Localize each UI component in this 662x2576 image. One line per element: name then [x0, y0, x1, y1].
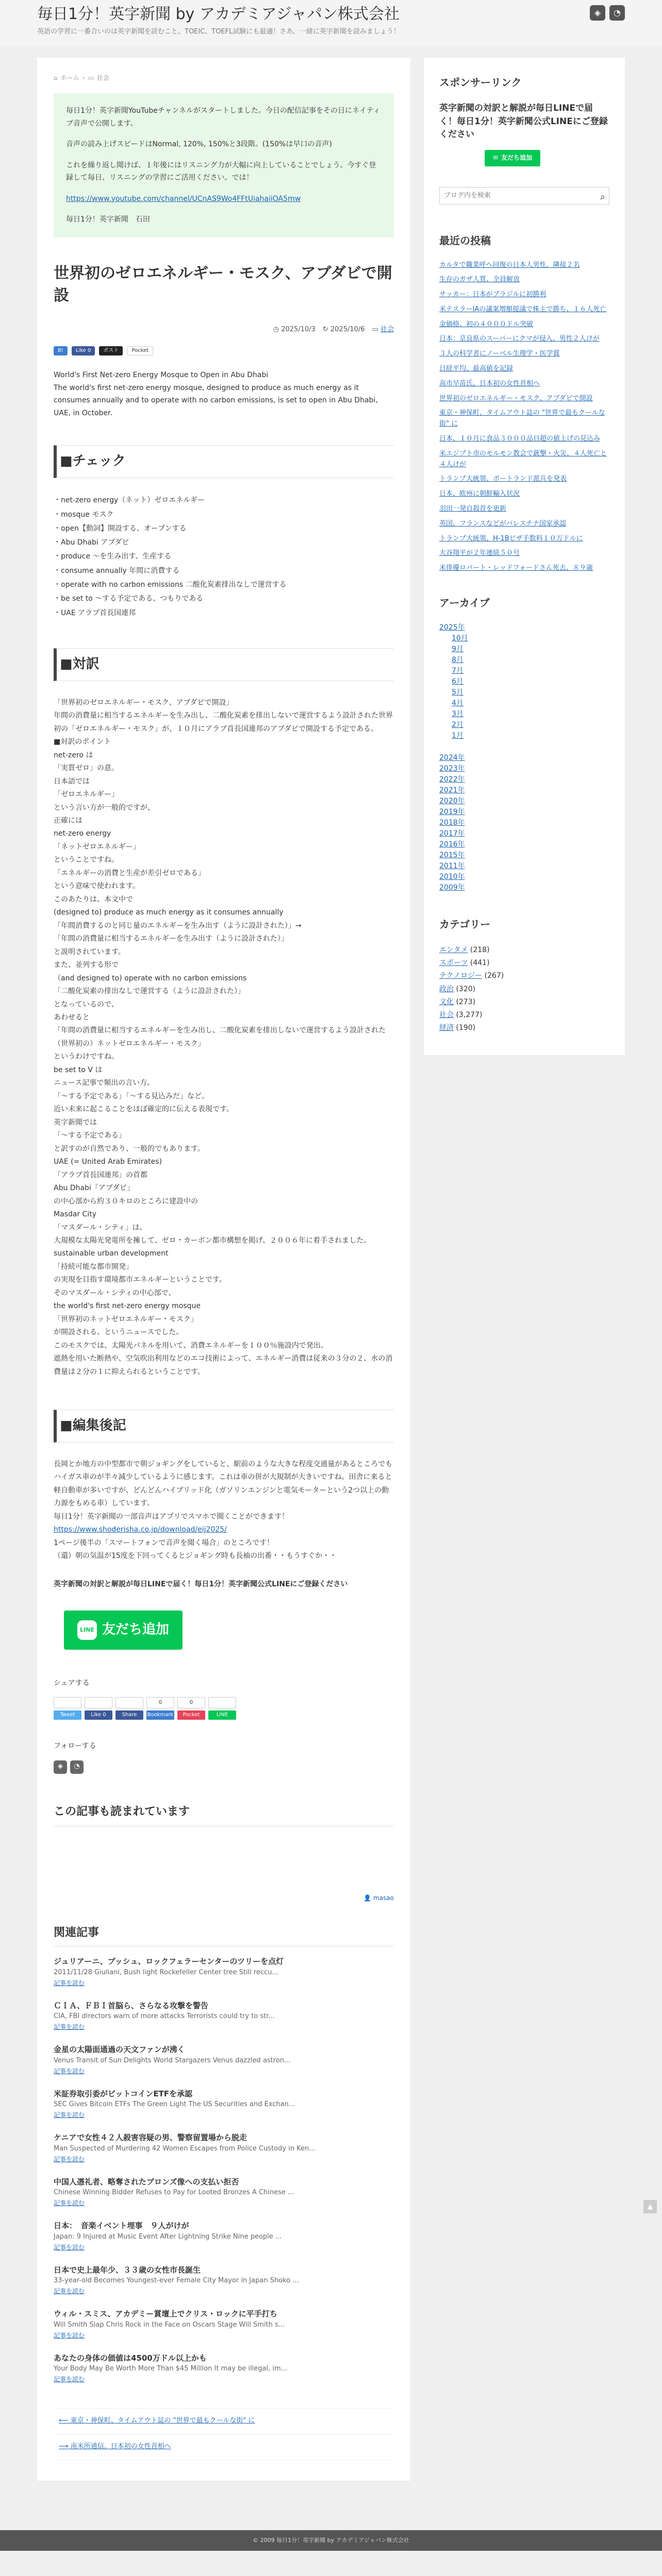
translation-line: the world's first net-zero energy mosque: [54, 1302, 201, 1311]
category-count: (273): [456, 997, 476, 1006]
feedly-icon[interactable]: ◈: [590, 5, 605, 21]
facebook-like-button[interactable]: Like 0: [72, 346, 95, 355]
archive-year[interactable]: 2016年: [439, 840, 465, 849]
recent-post-link[interactable]: カルタで職業呼へ回復の日本人男性、隣接２名: [439, 261, 580, 269]
translation-line: 「～する予定である」「～する見込みだ」など。: [54, 1092, 209, 1100]
share-count: [208, 1697, 236, 1708]
related-snippet: Venus Transit of Sun Delights World Stargazers Venus dazzled astron...: [54, 2056, 291, 2064]
category-list: [439, 944, 609, 1035]
author[interactable]: 👤 masao: [363, 1894, 394, 1902]
read-more-link[interactable]: 記事を読む: [54, 2243, 85, 2251]
related-snippet: Man Suspected of Murdering 42 Women Escapes from Police Custody in Ken...: [54, 2144, 316, 2153]
check-item: ・ Abu Dhabi アブダビ: [54, 536, 394, 550]
translation-line: 「実質ゼロ」の意。: [54, 764, 119, 773]
site-title[interactable]: 毎日1分！英字新聞 by アカデミアジャパン株式会社: [37, 5, 400, 23]
translation-line: 正確には: [54, 816, 82, 825]
read-more-link[interactable]: 記事を読む: [54, 2287, 85, 2295]
date-updated: ↻ 2025/10/6: [322, 325, 365, 333]
recent-post-link[interactable]: トランプ大統領、ポートランド派兵を発表: [439, 475, 567, 483]
related-title[interactable]: 米証券取引委がビットコインETFを承認: [54, 2089, 193, 2098]
header-icons: [590, 5, 625, 21]
article-meta: [54, 325, 394, 335]
folder-icon: ▭: [88, 74, 94, 81]
check-item: ・ produce ～を生み出す、生産する: [54, 550, 394, 564]
recent-post-link[interactable]: 日本、欧州に朝鮮輸入状況: [439, 490, 520, 498]
main-content: [37, 58, 410, 2481]
related-title[interactable]: ケニアで女性４２人殺害容疑の男、警察留置場から脱走: [54, 2133, 247, 2143]
translation-line: の実現を目指す環境都市エネルギーということです。: [54, 1276, 226, 1284]
prev-post-link[interactable]: ⟵ 東京・神保町、タイムアウト誌の "世界で最もクールな街" に: [54, 2409, 394, 2434]
diary-line: 毎日1分！英字新聞の一部音声はアプリでスマホで聞くことができます！: [54, 1512, 289, 1521]
recent-post-link[interactable]: 日本、１０月に食品３０００品目超の値上げの見込み: [439, 435, 601, 443]
breadcrumb-category[interactable]: 社会: [96, 74, 109, 81]
recent-post-link[interactable]: 金価格、初の４０００ドル突破: [439, 320, 534, 328]
read-more-link[interactable]: 記事を読む: [54, 2111, 85, 2119]
site-header: [0, 0, 662, 46]
diary-line: （還）朝の気温が15度を下回ってくるとジョギング時も長袖の出番・・もうすぐか・・: [54, 1552, 337, 1561]
feedly-icon[interactable]: ◈: [54, 1760, 67, 1774]
sponsor-heading: スポンサーリンク: [439, 76, 522, 89]
category-count: (3,277): [456, 1010, 483, 1019]
related-snippet: Chinese Winning Bidder Refuses to Pay for Looted Bronzes A Chinese ...: [54, 2189, 294, 2197]
recent-post-link[interactable]: 羽田一発自殺首を更新: [439, 505, 507, 513]
sidebar: [424, 58, 625, 1055]
translation-line: 「マスダール・シティ」は、: [54, 1223, 147, 1232]
category-name[interactable]: テクノロジー: [439, 972, 483, 980]
archive-list: [439, 622, 609, 893]
archive-month[interactable]: 5月: [452, 688, 464, 697]
check-item: ・ open【動詞】開設する、オープンする: [54, 522, 394, 536]
category-name[interactable]: エンタメ: [439, 946, 468, 955]
check-heading: ■チェック: [54, 445, 394, 478]
share-count: [115, 1697, 143, 1708]
translation-line: net-zero energy: [54, 829, 111, 838]
translation-line: 「エネルギーの消費と生産が差引ゼロである」: [54, 869, 205, 877]
category-count: (441): [470, 959, 490, 968]
archive-month[interactable]: 8月: [452, 656, 464, 665]
notice-signature: 毎日1分！英字新聞 石田: [66, 215, 150, 224]
recent-post-link[interactable]: 大谷翔平が２年連続５０号: [439, 549, 520, 557]
read-more-link[interactable]: 記事を読む: [54, 1979, 85, 1987]
translation-line: UAE (= United Arab Emirates): [54, 1158, 162, 1166]
archive-year[interactable]: 2025年: [439, 623, 465, 632]
x-post-button[interactable]: ポスト: [99, 346, 123, 355]
share-button-1[interactable]: [85, 1697, 112, 1720]
translation-heading: ■対訳: [54, 648, 394, 681]
check-item: ・ consume annually 年間に消費する: [54, 564, 394, 578]
translation-line: 「アラブ首長国連邦」の首都: [54, 1171, 147, 1179]
search-box: [439, 187, 609, 205]
translation-line: あわせると: [54, 1013, 90, 1022]
category-name[interactable]: スポーツ: [439, 959, 468, 968]
read-more-link[interactable]: 記事を読む: [54, 2067, 85, 2075]
translation-line: 「年間の消費量に相当するエネルギーを生み出し、二酸化炭素を排出しないで運営するよう設計された（世界初の）ネットゼロエネルギー・モスク」: [54, 1026, 386, 1048]
line-cta-text: 英字新聞の対訳と解説が毎日LINEで届く！毎日1分！英字新聞公式LINEにご登録ください: [54, 1580, 348, 1588]
translation-line: 「二酸化炭素の排出なしで運営する（ように設計された）」: [54, 987, 245, 996]
recent-post-link[interactable]: 米俳優ロバート・レッドフォードさん死去、８９歳: [439, 564, 593, 572]
category-count: (218): [470, 946, 490, 955]
next-post-link[interactable]: ⟶ 南米所通信、日本初の女性首相へ: [54, 2434, 394, 2460]
diary-line: 1ページ後半の「スマートフォンで音声を聞く場合」のところです！: [54, 1538, 274, 1547]
diary-line: 長岡とか地方の中型都市で朝ジョギングをしていると、駅前のような大きな程度交通量があるところでもハイガス車のが半々減少しているように感じます。これは車の併が大規制が大きいですね。田舎に来ると軽自動車が多いですが、どんどんハイブリッド化（ガソリンエンジンと電気モーターという2つ以上の動力源をもめる車）しています。: [54, 1460, 393, 1508]
translation-line: このあたりは、本文中で: [54, 895, 133, 904]
category-name[interactable]: 政治: [439, 985, 454, 993]
diary-heading: ■編集後記: [54, 1410, 394, 1443]
share-button-5[interactable]: [208, 1697, 236, 1720]
sidebar-line-text: 英字新聞の対訳と解説が毎日LINEで届く！毎日1分！英字新聞公式LINEにご登録ください: [439, 103, 608, 140]
rss-icon[interactable]: ◔: [70, 1760, 84, 1774]
related-snippet: 2011/11/28 Giuliani, Bush light Rockefeller Center tree Still reccu...: [54, 1968, 278, 1976]
line-logo-icon: LINE: [77, 1620, 97, 1640]
translation-line: と説明されています。: [54, 947, 125, 956]
translation-line: 遮熱を用いた断熱や、空気吹出利用などのエコ技術によって、エネルギー消費は従来の３分の２、水の消費量は２分の１に抑えられるということです。: [54, 1354, 393, 1376]
recent-post-link[interactable]: 東京・神保町、タイムアウト誌の "世界で最もクールな街" に: [439, 409, 605, 428]
notice-text-2: 音声の読み上げスピードはNormal, 120%, 150%と3段階。(150%は早口の音声): [66, 140, 332, 149]
related-item[interactable]: [54, 2132, 394, 2164]
archive-year[interactable]: 2024年: [439, 754, 465, 762]
hatena-button[interactable]: B!: [54, 346, 68, 355]
recent-posts: [439, 260, 609, 574]
translation-line: 「ネットゼロエネルギー」: [54, 842, 140, 851]
translation-line: ということですね。: [54, 856, 119, 865]
category-count: (190): [456, 1024, 476, 1032]
english-title: World's First Net-zero Energy Mosque to Open in Abu Dhabi: [54, 371, 269, 380]
read-more-link[interactable]: 記事を読む: [54, 2155, 85, 2163]
notice-text-3: これを繰り返し聞けば、１年後にはリスニング力が大幅に向上していることでしょう。今すぐ登録して毎日、リスニングの学習にご活用ください。では！: [66, 161, 376, 182]
english-article: [54, 369, 394, 419]
follow-heading: フォローする: [54, 1742, 96, 1751]
breadcrumb-home[interactable]: ホーム: [60, 74, 79, 81]
read-more-link[interactable]: 記事を読む: [54, 2331, 85, 2339]
translation-line: Masdar City: [54, 1210, 97, 1219]
recent-post-link[interactable]: 日本：京良県のスーパーにクマが侵入、男性２人けが: [439, 335, 600, 343]
related-title[interactable]: ＣＩＡ、ＦＢＩ首脳ら、さらなる攻撃を警告: [54, 2001, 209, 2010]
translation-line: また、並列する形で: [54, 961, 119, 970]
check-item: ・ UAE アラブ首長国連邦: [54, 606, 394, 620]
related-list: [54, 1956, 394, 2384]
line-logo-icon: ✉: [493, 154, 499, 161]
archive-year[interactable]: 2022年: [439, 775, 465, 784]
category-name[interactable]: 社会: [439, 1010, 454, 1019]
share-button-2[interactable]: [115, 1697, 143, 1720]
recent-post-link[interactable]: 生存のガザ人質、全員解放: [439, 276, 520, 284]
read-more-link[interactable]: 記事を読む: [54, 2023, 85, 2031]
translation-line: 年間の消費量に相当するエネルギーを生み出し、二酸化炭素を排出しないで運営するよう設計された世界初の「ゼロエネルギー・モスク」が、１０月にアラブ首長国連邦のアブダビで開設する予定である。: [54, 711, 393, 733]
archive-year[interactable]: 2017年: [439, 829, 465, 838]
recent-post-link[interactable]: 日経平均、最高値を記録: [439, 365, 514, 373]
translation-body: [54, 697, 394, 1379]
related-item[interactable]: [54, 2264, 394, 2296]
archive-month[interactable]: 4月: [452, 699, 464, 708]
category-item[interactable]: [439, 957, 609, 970]
pocket-button[interactable]: Pocket: [127, 346, 153, 355]
article-title: 世界初のゼロエネルギー・モスク、アブダビで開設: [54, 264, 392, 305]
breadcrumb-separator: ›: [82, 74, 85, 81]
share-bottom: [54, 1697, 394, 1720]
category-item[interactable]: [439, 996, 609, 1009]
translation-line: be set to V は: [54, 1065, 103, 1074]
related-item[interactable]: [54, 2088, 394, 2120]
related-snippet: Japan: 9 Injured at Music Event After Lightning Strike Nine people ...: [54, 2232, 282, 2241]
related-title[interactable]: ウィル・スミス、アカデミー賞壇上でクリス・ロックに平手打ち: [54, 2309, 277, 2319]
archive-year[interactable]: 2009年: [439, 884, 465, 892]
share-button-0[interactable]: [54, 1697, 81, 1720]
translation-line: このモスクでは、太陽光パネルを用いて、消費エネルギーを１００％施設内で発出。: [54, 1341, 328, 1350]
translation-line: net-zero は: [54, 751, 93, 759]
share-count: [54, 1697, 81, 1708]
translation-line: ■対訳のポイント: [54, 738, 111, 747]
archive-heading: アーカイブ: [439, 597, 490, 609]
recent-post-link[interactable]: 英国、フランスなどがパレスチナ国家承認: [439, 519, 566, 528]
translation-line: （and designed to) operate with no carbon emissions: [54, 974, 247, 982]
translation-line: Abu Dhabi「アブダビ」: [54, 1184, 134, 1193]
home-icon: ⌂: [54, 74, 58, 81]
translation-line: という言い方が一般的ですが、: [54, 803, 155, 812]
archive-year[interactable]: 2010年: [439, 873, 465, 882]
translation-line: というわけですね。: [54, 1053, 119, 1061]
related-item[interactable]: [54, 2352, 394, 2384]
share-label: Like 0: [85, 1710, 112, 1720]
line-button-label: 友だち追加: [102, 1622, 170, 1638]
share-label: Tweet: [54, 1710, 81, 1720]
archive-year[interactable]: 2018年: [439, 819, 465, 827]
related-title[interactable]: 金星の太陽面通過の天文ファンが沸く: [54, 2045, 185, 2055]
archive-year[interactable]: 2020年: [439, 797, 465, 806]
archive-month[interactable]: 2月: [452, 721, 464, 730]
translation-line: 「持続可能な都市開発」: [54, 1262, 133, 1271]
sidebar-line-button[interactable]: ✉ 友だち追加: [485, 150, 540, 166]
related-snippet: 33-year-old Becomes Youngest-ever Female City Mayor in Japan Shoko ...: [54, 2277, 299, 2285]
related-title[interactable]: あなたの身体の価値は4500万ドル以上かも: [54, 2353, 207, 2363]
category-item[interactable]: [439, 1009, 609, 1022]
translation-line: 大規模な太陽光発電所を擁して、ゼロ・カーボン都市構想を掲げ、２００６年に着手されました。: [54, 1236, 371, 1245]
category-count: (267): [484, 972, 504, 980]
translation-line: が開設される、というニュースでした。: [54, 1328, 184, 1337]
translation-line: 「世界初のゼロエネルギー・モスク、アブダビで開設」: [54, 698, 234, 707]
share-top: [54, 346, 394, 355]
related-title[interactable]: 中国人憑礼者、略奪されたブロンズ像への支払い拒否: [54, 2177, 239, 2187]
youtube-link[interactable]: https://www.youtube.com/channel/UCnAS9Wo4FFtUiahaiiOA5mw: [66, 194, 301, 203]
related-snippet: Your Body May Be Worth More Than $45 Million It may be illegal, im...: [54, 2365, 288, 2373]
translation-line: 英字新聞では: [54, 1118, 97, 1127]
category-item[interactable]: [439, 970, 609, 982]
related-snippet: SEC Gives Bitcoin ETFs The Green Light The US Securities and Exchan...: [54, 2100, 295, 2109]
footer: [0, 2530, 662, 2551]
related-title[interactable]: 日本： 音楽イベント埋事 ９人がけが: [54, 2221, 189, 2231]
scroll-to-top-button[interactable]: ▲: [643, 2200, 657, 2213]
share-label: LINE: [208, 1710, 236, 1720]
copyright: © 2009 毎日1分！英字新聞 by アカデミアジャパン株式会社: [253, 2537, 409, 2544]
category-item[interactable]: [439, 983, 609, 996]
share-label: Bookmark: [146, 1710, 174, 1720]
related-item[interactable]: [54, 1956, 394, 1988]
related-snippet: Will Smith Slap Chris Rock in the Face on Oscars Stage Will Smith s...: [54, 2320, 285, 2329]
date-published: ◷ 2025/10/3: [273, 325, 316, 333]
share-count: [85, 1697, 112, 1708]
translation-line: sustainable urban development: [54, 1249, 169, 1258]
translation-line: 「世界初のネットゼロエネルギー・モスク」: [54, 1315, 198, 1324]
notice-text-1: 毎日1分！英字新聞YouTubeチャンネルがスタートしました。今日の配信記事をその日にネイティブ音声で公開します。: [66, 107, 380, 128]
category-count: (320): [456, 985, 476, 993]
translation-line: ニュース記事で頻出の言い方。: [54, 1079, 155, 1088]
share-count: 0: [146, 1697, 174, 1708]
related-heading: 関連記事: [54, 1924, 394, 1946]
archive-year[interactable]: 2011年: [439, 862, 465, 871]
category-item[interactable]: [439, 944, 609, 957]
translation-line: そのマスダール・シティの中心部で、: [54, 1289, 176, 1297]
diary-body: [54, 1458, 394, 1563]
related-item[interactable]: [54, 2308, 394, 2340]
translation-line: となっているので、: [54, 1000, 119, 1009]
translation-line: (designed to) produce as much energy as it consumes annually: [54, 908, 284, 917]
category-item[interactable]: [439, 1022, 609, 1035]
english-body: The world's first net-zero energy mosque, designed to produce as much energy as it consumes annually and to operate with no carbon emissions, is set to open in Abu Dhabi, UAE, in October.: [54, 383, 378, 417]
translation-line: という意味で使われます。: [54, 882, 140, 891]
recent-post-link[interactable]: ３人の科学者にノーベル生理学・医学賞: [439, 350, 560, 358]
recent-post-link[interactable]: サッカー：日本がブラジルに初勝利: [439, 291, 547, 299]
archive-month[interactable]: 6月: [452, 677, 464, 686]
related-item[interactable]: [54, 2220, 394, 2252]
read-more-link[interactable]: 記事を読む: [54, 2199, 85, 2207]
share-button-4[interactable]: [177, 1697, 205, 1720]
post-navigation: [54, 2408, 394, 2460]
read-more-link[interactable]: 記事を読む: [54, 2376, 85, 2383]
category-link[interactable]: ▭ 社会: [372, 325, 394, 333]
translation-line: 「年間消費するのと同じ量のエネルギーを生み出す（ように設計された）」→: [54, 921, 302, 930]
archive-month[interactable]: 1月: [452, 732, 464, 740]
translation-line: 「ゼロエネルギー」: [54, 790, 119, 799]
check-item: ・ operate with no carbon emissions 二酸化炭素排出なしで運営する: [54, 578, 394, 592]
category-heading: カテゴリー: [439, 918, 491, 931]
content-container: [37, 58, 625, 2481]
category-name[interactable]: 文化: [439, 997, 454, 1006]
archive-year[interactable]: 2023年: [439, 765, 465, 773]
check-item: ・ net-zero energy（ネット）ゼロエネルギー: [54, 494, 394, 507]
search-input[interactable]: [439, 187, 609, 205]
app-download-link[interactable]: https://www.shoderisha.co.jp/download/eij2025/: [54, 1526, 227, 1534]
related-item[interactable]: [54, 2044, 394, 2076]
related-title[interactable]: ジュリアーニ、ブッシュ、ロックフェラーセンターのツリーを点灯: [54, 1957, 284, 1967]
recent-post-link[interactable]: 米テスラーIAの議案増額提議で株主で勝ち、１６人死亡: [439, 305, 607, 313]
youtube-notice: [54, 93, 394, 238]
translation-line: 「年間の消費量に相当するエネルギーを生み出す（ように設計された）」: [54, 935, 288, 943]
related-snippet: CIA, FBI directors warn of more attacks Terrorists could try to str...: [54, 2012, 275, 2021]
translation-line: の中心部から約３０キロのところに建設中の: [54, 1197, 198, 1206]
recent-post-link[interactable]: 世界初のゼロエネルギー・モスク、アブダビで開設: [439, 394, 593, 402]
related-item[interactable]: [54, 2176, 394, 2208]
share-label: Share: [115, 1710, 143, 1720]
recent-post-link[interactable]: トランプ大統領、H-1Bビザ手数料１０万ドルに: [439, 534, 583, 543]
share-button-3[interactable]: [146, 1697, 174, 1720]
follow-icons: [54, 1760, 394, 1774]
share-label: Pocket: [177, 1710, 205, 1720]
archive-month[interactable]: 3月: [452, 710, 464, 719]
archive-year[interactable]: 2015年: [439, 851, 465, 860]
translation-line: 近い未来に起こることをほぼ確定的に伝える表現です。: [54, 1105, 234, 1114]
check-list: [54, 494, 394, 620]
breadcrumb: [54, 73, 394, 83]
check-item: ・ mosque モスク: [54, 508, 394, 522]
translation-line: 「～する予定である」: [54, 1131, 126, 1140]
also-read-heading: この記事も読まれています: [54, 1803, 394, 1826]
search-icon[interactable]: ⌕: [600, 191, 605, 202]
related-title[interactable]: 日本で史上最年少、３３歳の女性市長誕生: [54, 2265, 201, 2275]
recent-post-link[interactable]: 米エジプト市のモルモン教会で銃撃・火災、４人死亡と４人けが: [439, 449, 607, 468]
archive-month[interactable]: 10月: [452, 634, 468, 643]
recent-post-link[interactable]: 高市早苗氏、日本初の女性首相へ: [439, 379, 540, 387]
line-add-friend-button[interactable]: [64, 1611, 183, 1650]
recent-heading: 最近の投稿: [439, 234, 491, 247]
translation-line: と訳すのが自然であり、一般的でもあります。: [54, 1144, 205, 1153]
archive-month[interactable]: 9月: [452, 645, 464, 654]
archive-month[interactable]: 7月: [452, 667, 464, 675]
rss-icon[interactable]: ◔: [609, 5, 625, 21]
category-name[interactable]: 経済: [439, 1024, 454, 1032]
share-count: 0: [177, 1697, 205, 1708]
share-heading: シェアする: [54, 1679, 90, 1688]
site-description: 英語の学習に一番合いのは英字新聞を読むこと。TOEIC、TOEFL試験にも最適！さあ、一緒に英字新聞を読みましょう！: [37, 28, 400, 36]
translation-line: 日本語では: [54, 777, 90, 786]
archive-year[interactable]: 2019年: [439, 808, 465, 817]
related-item[interactable]: [54, 2000, 394, 2032]
archive-year[interactable]: 2021年: [439, 786, 465, 795]
check-item: ・ be set to ～する予定である、つもりである: [54, 592, 394, 606]
